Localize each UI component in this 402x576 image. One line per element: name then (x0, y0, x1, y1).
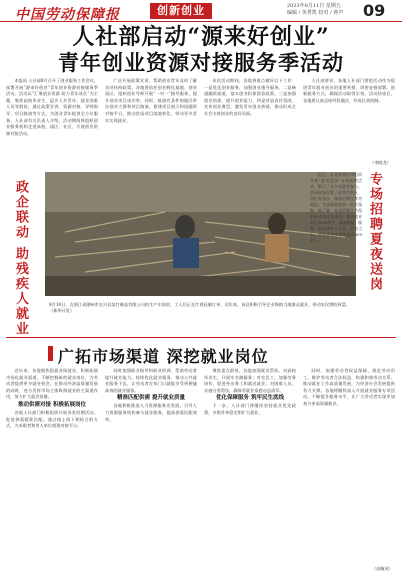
bottom-byline: （高毓英） (372, 566, 393, 571)
masthead (0, 0, 402, 22)
left-vertical-text (2, 236, 42, 334)
top-article-col3: 本次活动期间，各地将重点做好以下工作：一是优化创业服务，加强创业指导服务。二是畅通融资渠道，落实创业担保贷款政策。三是加强创业培训，提升创业能力。四是营造良好氛围，宣传创业典型，激发青年创业热情，推动形成全社会支持创业的良好局面。 (204, 78, 296, 116)
bottom-col2: 同时加强职业指导和职业培训，帮助劳动者提升就业能力。持续优化就业服务，推动公共就业服务下沉，让劳动者在家门口就能享受到便捷高效的就业服务。 精准匹配供需 提升就业质量 各地积极推进人力资源服务业发展，引导人力资源服务机构参与就业服务，提高供需匹配效率。 (105, 368, 197, 422)
photo-caption: 8月10日，在浙江省湖州市长兴县某竹制品有限公司的生产车间里，工人们正在忙着赶制订单。近年来，该县积极引导企业吸纳当地群众就业，带动农民增收致富。（新华社发） (49, 302, 351, 314)
bottom-subhead3: 优化保障服务 筑牢民生底线 (216, 395, 284, 402)
bottom-col4: 同时，加强劳动者权益保障，规范劳动用工，维护劳动者合法权益，构建和谐劳动关系。推动就业工作高质量发展，为经济社会发展提供有力支撑。各地将继续深入开展就业服务专项活动，不断提升服务水平，让广大劳动者实现更加充分更高质量就业。 (303, 368, 395, 406)
headline-line2: 青年创业资源对接服务季活动 (58, 50, 344, 75)
section-badge: 创新创业 (150, 3, 212, 19)
bottom-subhead2: 精准匹配供需 提升就业质量 (117, 395, 185, 402)
headline-line1: 人社部启动“源来好创业” (72, 24, 330, 50)
section2-marker (48, 346, 53, 361)
section-rule (6, 337, 396, 338)
right-sidebar-text: 近日，河北省邢台市组织开展“夏夜送岗”专场招聘活动，吸引了众多求职者参与。活动现场设置了政策咨询区、岗位发布区、现场招聘区等功能区，为求职者提供一站式服务。据了解，本次招聘会共组织80余家企业参会，提供就业岗位2000余个，涵盖制造、服务、电商等多个行业。活动当天，共达成初步就业意向300余人。 (310, 172, 362, 243)
newspaper-logo: 中国劳动保障报 (15, 7, 120, 23)
bottom-col1: 近年来，各地聚焦稳就业保就业，积极拓展市场化就业渠道，不断挖掘新的就业岗位，为劳动者提供更多就业机会。在推动经济高质量发展的同时，充分发挥市场主体吸纳就业的主渠道作用，努力扩大就业容量。 推动供需对接 积极拓展岗位 各地人社部门积极组织开展各类招聘活动，促进供需精准匹配。通过线上线下相结合的方式，为求职者和用人单位搭建对接平台。 (6, 368, 98, 429)
left-vertical-title-line1: 政企联动 (13, 180, 28, 240)
left-vertical-title-line2: 助残疾人就业 (13, 246, 28, 337)
top-article-byline: （李晓龙） (370, 160, 391, 165)
page-number: 09 (363, 1, 386, 20)
section2-header (0, 340, 402, 366)
date-line (287, 3, 343, 17)
right-vertical-title: 专场招聘夏夜送岗 (367, 172, 382, 292)
bottom-col3: 聚焦重点群体，各地加强就业帮扶。对高校毕业生，开展实名制服务；对农民工，加强劳务协作，促进外出务工和就近就业；对困难人员，实施分类帮扶，确保零就业家庭动态清零。 优化保障服务 筑牢民生底线 下一步，人社部门将继续坚持就业优先政策，多措并举稳定和扩大就业。 (204, 368, 296, 415)
top-article-col2: 广泛开展政策宣讲，帮助创业青年及时了解各项扶持政策。各地要依托创业孵化基地、创业园区，组织创业导师开展“一对一”指导服务，提升创业项目成功率。同时，鼓励有条件的地区举办创业大赛和项目路演，搭建项目展示和投融资对接平台，推动优质项目落地转化，带动更多青年实现就业。 (105, 78, 197, 123)
bottom-subhead1: 推动供需对接 积极拓展岗位 (18, 401, 86, 408)
section2-title: 广拓市场渠道 深挖就业岗位 (58, 347, 269, 366)
top-article-col4: 人社部要求，各地人社部门要把活动作为促进青年就业创业的重要举措，周密安排部署，创新服务方式，确保活动取得实效。活动结束后，各地要认真总结经验做法，形成长效机制。 (303, 78, 395, 103)
top-article-col1: 本报讯 人社部8月召开了创业服务工作会议，部署开展“源来好创业”青年创业资源对接服务季活动。活动以“汇聚创业资源 助力青年成长”为主题，聚焦高校毕业生、返乡入乡青年、就业困难人员等群体，通过政策宣讲、资源对接、导师指导、项目路演等方式，为创业青年提供全方位服务。人社部有关负责人介绍，活动期间将组织创业服务机构走进高校、园区、社区，开展创业资源对接活动。 (6, 78, 98, 136)
issue-date: 2023年8月11日 星期五 (287, 3, 341, 9)
headline (0, 24, 402, 75)
editor-credit: 编辑 / 英菁凯 校对 / 钟声 (287, 10, 344, 16)
